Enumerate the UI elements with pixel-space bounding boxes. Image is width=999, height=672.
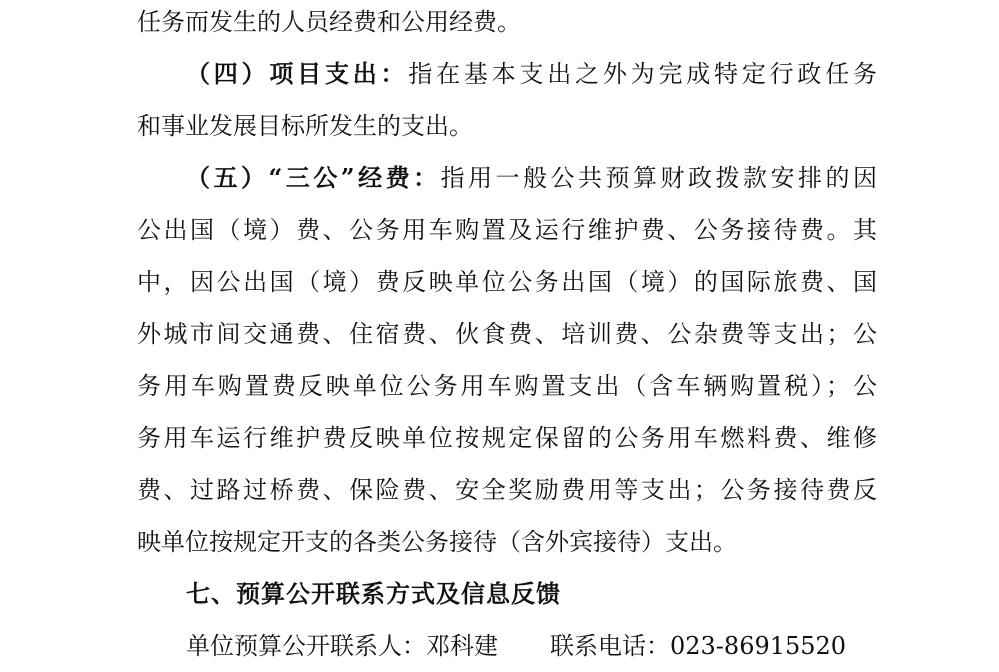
paragraph-line	[137, 0, 877, 48]
paragraph-text: 指用一般公共预算财政拨款安排的因	[440, 164, 878, 192]
paragraph-line	[137, 464, 877, 516]
paragraph-text: 务用车购置费反映单位公务用车购置支出（含车辆购置税）；公	[137, 372, 877, 400]
paragraph-text: 指在基本支出之外为完成特定行政任务	[408, 60, 878, 88]
paragraph-text: 外城市间交通费、住宿费、伙食费、培训费、公杂费等支出；公	[137, 320, 877, 348]
paragraph-text: 和事业发展目标所发生的支出。	[137, 112, 473, 140]
paragraph-line	[137, 516, 877, 568]
paragraph-line	[137, 256, 877, 308]
paragraph-line	[137, 308, 877, 360]
contact-line	[186, 620, 877, 672]
term-label: （五）“三公”经费：	[186, 163, 441, 192]
paragraph-text: 公出国（境）费、公务用车购置及运行维护费、公务接待费。其	[137, 216, 877, 244]
paragraph-text: 任务而发生的人员经费和公用经费。	[137, 8, 521, 36]
contact-phone-number: 023-86915520	[670, 632, 847, 660]
paragraph-text: 费、过路过桥费、保险费、安全奖励费用等支出；公务接待费反	[137, 476, 877, 504]
paragraph-line	[186, 48, 877, 100]
paragraph-text: 务用车运行维护费反映单位按规定保留的公务用车燃料费、维修	[137, 424, 877, 452]
paragraph-line	[137, 204, 877, 256]
section-heading: 七、预算公开联系方式及信息反馈	[186, 580, 561, 608]
paragraph-text: 中，因公出国（境）费反映单位公务出国（境）的国际旅费、国	[137, 268, 877, 296]
term-label: （四）项目支出：	[186, 59, 409, 88]
contact-person-label: 单位预算公开联系人：	[186, 632, 426, 660]
paragraph-line	[137, 360, 877, 412]
paragraph-line	[186, 152, 877, 204]
contact-person-name: 邓科建	[426, 632, 498, 660]
paragraph-line	[137, 100, 877, 152]
paragraph-text: 映单位按规定开支的各类公务接待（含外宾接待）支出。	[137, 528, 737, 556]
paragraph-line	[137, 412, 877, 464]
contact-phone-label: 联系电话：	[550, 632, 670, 660]
